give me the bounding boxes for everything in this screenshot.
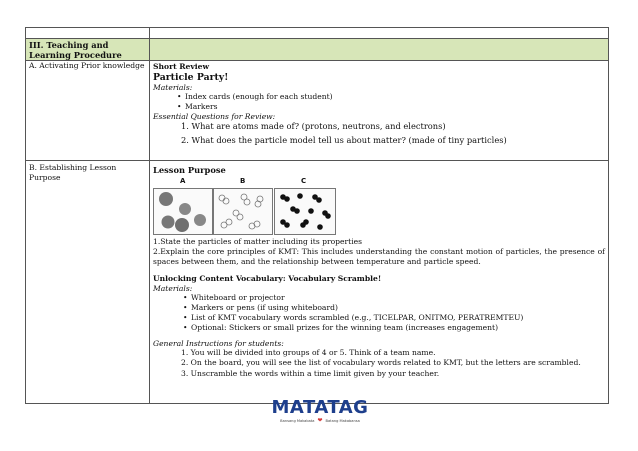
list-item: • Whiteboard or projector: [191, 293, 605, 303]
particle-model-figure: [153, 177, 605, 233]
questions-label: Essential Questions for Review:: [153, 111, 276, 121]
question-2: 2. What does the particle model tell us about matter? (made of tiny particles): [181, 134, 507, 145]
list-item: 1. You will be divided into groups of 4 or 5. Think of a team name.: [181, 348, 436, 358]
instructions-label: General Instructions for students:: [153, 338, 284, 348]
row-content-b: [150, 161, 609, 404]
solid-particles-box: [153, 188, 213, 235]
list-item: • Markers or pens (if using whiteboard): [191, 303, 605, 313]
solid-particles-icon: [154, 189, 212, 234]
blank-cell: [26, 28, 150, 39]
row-content-a: [150, 61, 609, 161]
list-item: • Markers: [185, 102, 605, 112]
materials-label: Materials:: [153, 283, 193, 293]
vocab-title: Unlocking Content Vocabulary: Vocabulary Scramble!: [153, 274, 382, 284]
question-1: 1. What are atoms made of? (protons, neutrons, and electrons): [181, 121, 446, 132]
row-label-a: A. Activating Prior knowledge: [26, 61, 150, 161]
logo-wordmark: MATATAG: [271, 397, 369, 418]
tagline-left: Bansang Makabata: [280, 419, 315, 423]
figure-label-c: C: [301, 177, 307, 186]
list-item: • Index cards (enough for each student): [185, 92, 605, 102]
instructions-list: [153, 348, 605, 379]
tagline-right: Batang Makabansa: [325, 419, 360, 423]
list-item: • List of KMT vocabulary words scrambled (e.g., TICELPAR, ONITMO, PERATREMTEU): [191, 313, 605, 323]
materials-label: Materials:: [153, 82, 193, 92]
blank-row: [26, 28, 609, 39]
activity-title: Particle Party!: [153, 71, 229, 83]
lesson-purpose-heading: Lesson Purpose: [153, 165, 226, 175]
lesson-plan-table: [25, 27, 609, 404]
short-review-heading: Short Review: [153, 62, 210, 71]
row-establishing-lesson-purpose: [26, 161, 609, 404]
section-header: III. Teaching and Learning Procedure: [26, 39, 150, 61]
blank-cell: [150, 28, 609, 39]
figure-label-a: A: [180, 177, 186, 186]
list-item: 3. Unscramble the words within a time limit given by your teacher.: [181, 368, 440, 378]
section-header-fill: [150, 39, 609, 61]
liquid-particles-box: [213, 188, 273, 235]
matatag-logo: [270, 398, 370, 432]
heart-icon: ❤: [317, 417, 323, 424]
row-label-b: B. Establishing Lesson Purpose: [26, 161, 150, 404]
objective-1: 1.State the particles of matter including its properties: [153, 237, 363, 247]
row-activating-prior-knowledge: [26, 61, 609, 161]
objective-2: 2.Explain the core principles of KMT: This includes understanding the constant motion of particles, the presence of spaces between them, and the relationship between temperature and particle speed.: [153, 247, 605, 266]
logo-tagline: [270, 418, 370, 424]
liquid-particles-icon: [214, 189, 272, 234]
list-item: 2. On the board, you will see the list of vocabulary words related to KMT, but the letters are scrambled.: [181, 358, 581, 368]
list-item: • Optional: Stickers or small prizes for the winning team (increases engagement): [191, 323, 605, 333]
section-header-row: [26, 39, 609, 61]
vocab-materials-list: [153, 293, 605, 332]
gas-particles-icon: [275, 189, 335, 234]
figure-label-b: B: [240, 177, 246, 186]
gas-particles-box: [274, 188, 336, 235]
materials-list: [153, 92, 605, 112]
